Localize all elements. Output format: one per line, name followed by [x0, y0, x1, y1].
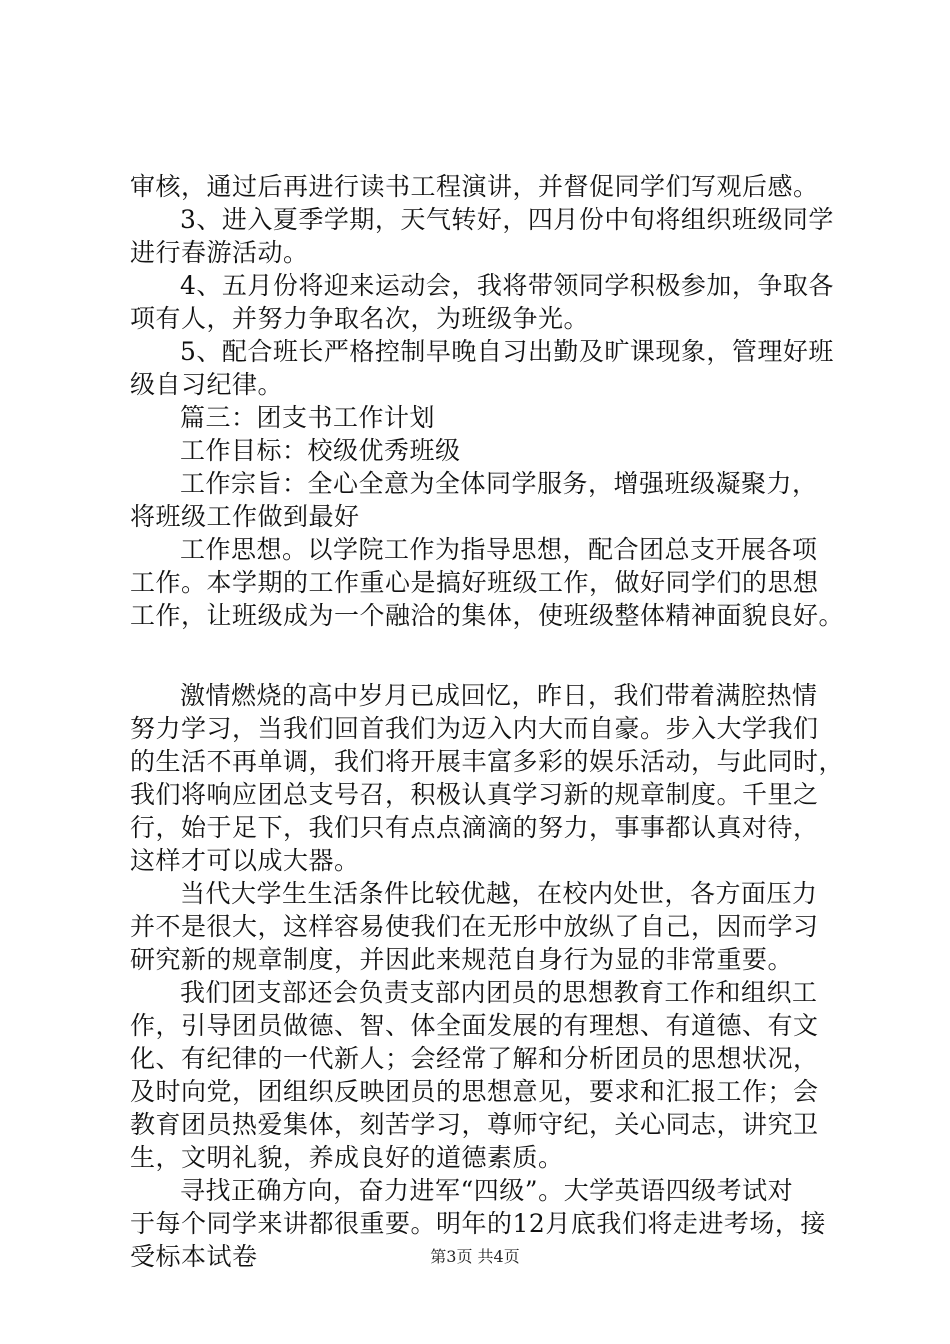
- text-line: 这样才可以成大器。: [130, 846, 360, 875]
- text-line: 及时向党，团组织反映团员的思想意见，要求和汇报工作；会: [130, 1077, 819, 1106]
- text-line: 的生活不再单调，我们将开展丰富多彩的娱乐活动，与此同时，: [130, 747, 845, 776]
- text-line: 激情燃烧的高中岁月已成回忆，昨日，我们带着满腔热情: [180, 681, 818, 710]
- text-line: 化、有纪律的一代新人；会经常了解和分析团员的思想状况，: [130, 1044, 819, 1073]
- text-line: 项有人，并努力争取名次，为班级争光。: [130, 304, 590, 333]
- text-line: 并不是很大，这样容易使我们在无形中放纵了自己，因而学习: [130, 912, 819, 941]
- text-line: 作，引导团员做德、智、体全面发展的有理想、有道德、有文: [130, 1011, 819, 1040]
- text-line: 于每个同学来讲都很重要。明年的12月底我们将走进考场，接: [130, 1209, 826, 1238]
- text-line: 工作。本学期的工作重心是搞好班级工作，做好同学们的思想: [130, 568, 819, 597]
- text-line: 工作目标：校级优秀班级: [180, 436, 461, 465]
- text-line: 教育团员热爱集体，刻苦学习，尊师守纪，关心同志，讲究卫: [130, 1110, 819, 1139]
- text-line: 努力学习，当我们回首我们为迈入内大而自豪。步入大学我们: [130, 714, 819, 743]
- text-line: 工作，让班级成为一个融洽的集体，使班级整体精神面貌良好。: [130, 601, 845, 630]
- text-line: 当代大学生生活条件比较优越，在校内处世，各方面压力: [180, 879, 818, 908]
- section-heading: 篇三：团支书工作计划: [180, 403, 436, 432]
- text-line: 5、配合班长严格控制早晚自习出勤及旷课现象，管理好班: [180, 337, 834, 366]
- text-line: 生，文明礼貌，养成良好的道德素质。: [130, 1143, 564, 1172]
- text-line: 我们团支部还会负责支部内团员的思想教育工作和组织工: [180, 978, 818, 1007]
- text-line: 进行春游活动。: [130, 238, 309, 267]
- page-footer: 第3页 共4页: [430, 1247, 520, 1266]
- text-line: 工作宗旨：全心全意为全体同学服务，增强班级凝聚力，: [180, 469, 818, 498]
- text-line: 行，始于足下，我们只有点点滴滴的努力，事事都认真对待，: [130, 813, 819, 842]
- text-line: 寻找正确方向，奋力进军“四级”。大学英语四级考试对: [180, 1176, 794, 1205]
- document-body: [130, 170, 852, 1273]
- text-line: 受标本试卷: [130, 1242, 258, 1271]
- text-line: 4、五月份将迎来运动会，我将带领同学积极参加，争取各: [180, 271, 834, 300]
- text-line: 研究新的规章制度，并因此来规范自身行为显的非常重要。: [130, 945, 794, 974]
- text-line: 审核，通过后再进行读书工程演讲，并督促同学们写观后感。: [130, 172, 819, 201]
- text-line: 我们将响应团总支号召，积极认真学习新的规章制度。千里之: [130, 780, 819, 809]
- text-line: 工作思想。以学院工作为指导思想，配合团总支开展各项: [180, 535, 818, 564]
- text-line: 3、进入夏季学期，天气转好，四月份中旬将组织班级同学: [180, 205, 834, 234]
- text-line: 级自习纪律。: [130, 370, 284, 399]
- text-line: 将班级工作做到最好: [130, 502, 360, 531]
